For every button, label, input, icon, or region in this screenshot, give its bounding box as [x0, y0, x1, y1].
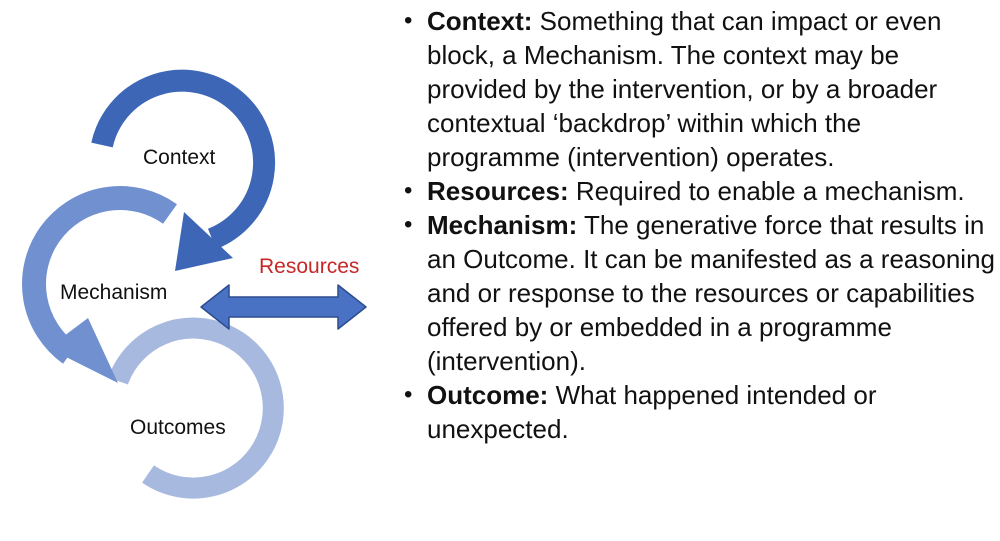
outcomes-label: Outcomes	[130, 416, 226, 439]
resources-label: Resources	[259, 255, 360, 278]
definition-context	[400, 4, 996, 174]
resources-double-arrow	[201, 285, 366, 329]
bullet-icon: •	[404, 7, 413, 34]
mechanism-label: Mechanism	[60, 281, 168, 304]
definition-text: What happened intended or unexpected.	[427, 380, 877, 444]
definition-outcome	[400, 378, 996, 446]
cmo-cycle-diagram	[0, 0, 390, 541]
bullet-icon: •	[404, 211, 413, 238]
definition-term: Mechanism:	[427, 210, 578, 240]
bullet-icon: •	[404, 381, 413, 408]
context-label: Context	[143, 146, 216, 169]
definition-term: Resources:	[427, 176, 569, 206]
definition-term: Context:	[427, 6, 533, 36]
definition-text: The generative force that results in an Outcome. It can be manifested as a reasoning and or response to the resources or capabilities offered by or embedded in a programme (intervention).	[427, 210, 996, 376]
definition-mechanism	[400, 208, 996, 378]
definition-text: Required to enable a mechanism.	[568, 176, 965, 206]
outcomes-ring	[118, 328, 273, 488]
definition-term: Outcome:	[427, 380, 549, 410]
definition-resources	[400, 174, 996, 208]
bullet-icon: •	[404, 177, 413, 204]
definitions-list	[400, 4, 996, 446]
definition-text: Something that can impact or even block, a Mechanism. The context may be provided by the intervention, or by a broader contextual ‘backdrop’ within which the programme (intervention) operates.	[427, 6, 942, 172]
